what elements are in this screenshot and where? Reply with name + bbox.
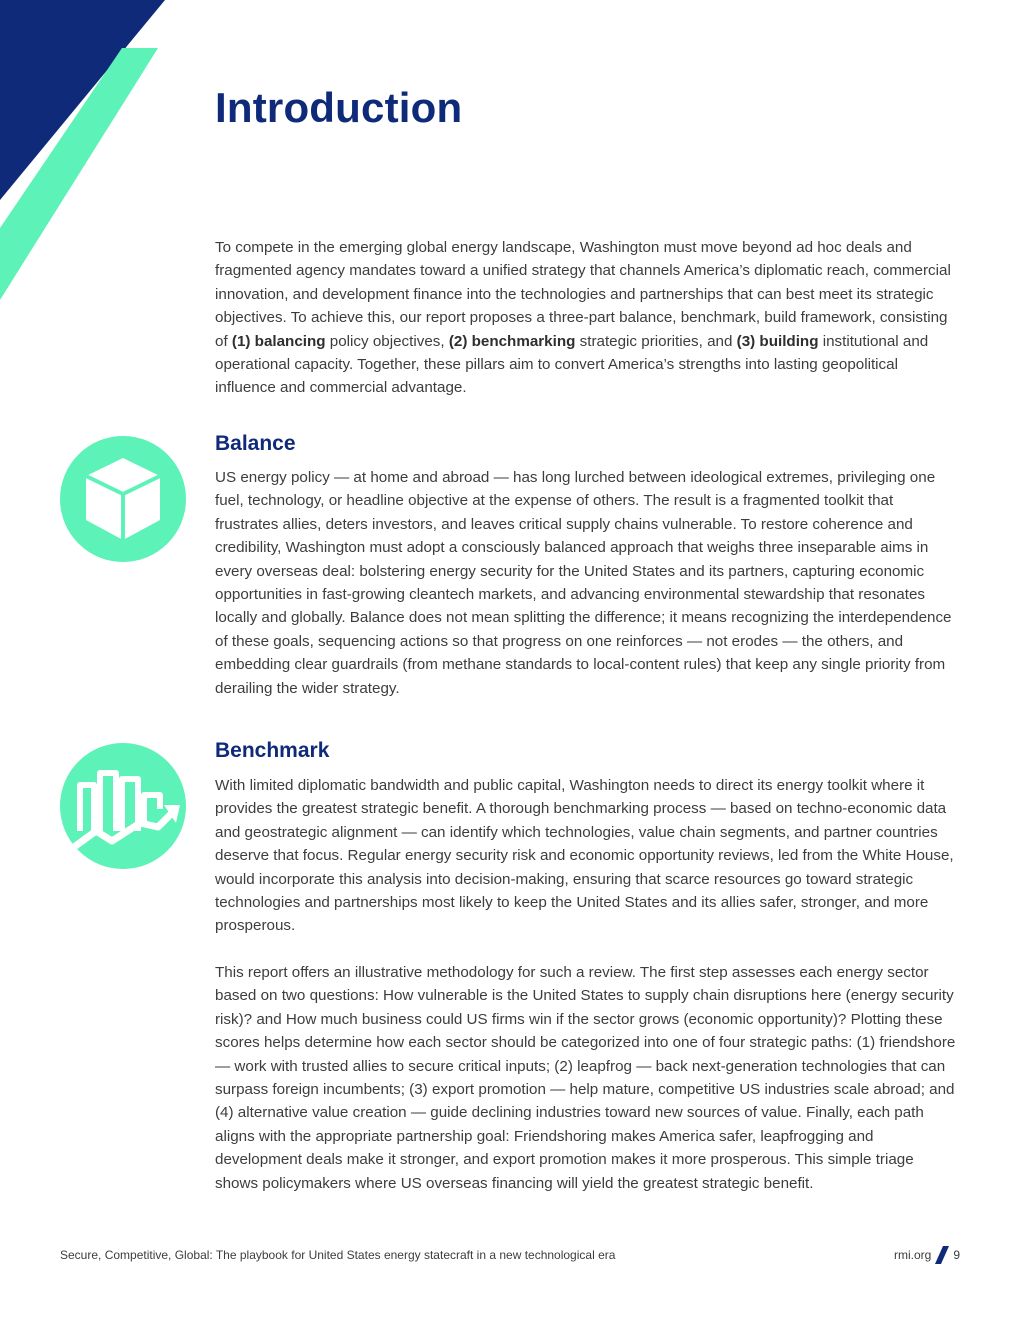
section-heading-balance: Balance [215,432,296,455]
section-heading-benchmark: Benchmark [215,739,330,762]
page-number: 9 [953,1248,960,1262]
cube-icon [60,436,186,562]
benchmark-paragraph-1: With limited diplomatic bandwidth and public capital, Washington needs to direct its energy toolkit where it provides the greatest strategic benefit. A thorough benchmarking process — based on techno-economic data and geostrategic alignment — can identify which technologies, value chain segments, and partner countries deserve that focus. Regular energy security risk and economic opportunity reviews, led from the White House, would incorporate this analysis into decision-making, ensuring that scarce resources go toward strategic technologies and partnerships most likely to keep the United States and its allies safer, stronger, and more prosperous. [215,777,954,935]
footer-site-link[interactable]: rmi.org [893,1248,932,1262]
footer-report-title: Secure, Competitive, Global: The playbook for United States energy statecraft in a new technological era [60,1248,616,1262]
benchmark-paragraph-2: This report offers an illustrative methodology for such a review. The first step assesses each energy sector based on two questions: How vulnerable is the United States to supply chain disruptions here (energy security risk)? and How much business could US firms win if the sector grows (economic opportunity)? Plotting these scores helps determine how each sector should be categorized into one of four strategic paths: (1) friendshore — work with trusted allies to secure critical inputs; (2) leapfrog — back next-generation technologies that can surpass foreign incumbents; (3) export promotion — help mature, competitive US industries scale abroad; and (4) alternative value creation — guide declining industries toward new sources of value. Finally, each path aligns with the appropriate partnership goal: Friendshoring makes America safer, leapfrogging and development deals make it stronger, and export promotion makes it more prosperous. This simple triage shows policymakers where US overseas financing will yield the greatest strategic benefit. [215,964,956,1192]
bar-chart-trend-icon [60,743,186,869]
balance-paragraph: US energy policy — at home and abroad — has long lurched between ideological extremes, privileging one fuel, technology, or headline objective at the expense of others. The result is a fragmented toolkit that frustrates allies, deters investors, and leaves critical supply chains vulnerable. To restore coherence and credibility, Washington must adopt a consciously balanced approach that weighs three inseparable aims in every overseas deal: bolstering energy security for the United States and its partners, capturing economic opportunities in fast-growing cleantech markets, and advancing environmental stewardship that resonates locally and globally. Balance does not mean splitting the difference; it means recognizing the interdependence of these goals, sequencing actions so that progress on one reinforces — not erodes — the others, and embedding clear guardrails (from methane standards to local-content rules) that keep any single priority from derailing the wider strategy. [215,469,952,697]
footer-page-info [894,1246,960,1264]
corner-graphic [0,0,170,310]
intro-paragraph: To compete in the emerging global energy landscape, Washington must move beyond ad hoc deals and fragmented agency mandates toward a unified strategy that channels America’s diplomatic reach, commercial innovation, and development finance into the technologies and partnerships that can best meet its strategic objectives. To achieve this, our report proposes a three-part balance, benchmark, build framework, consisting of (1) balancing policy objectives, (2) benchmarking strategic priorities, and (3) building institutional and operational capacity. Together, these pillars aim to convert America’s strengths into lasting geopolitical influence and commercial advantage. [215,239,951,397]
slash-divider-icon [935,1246,949,1264]
page-title: Introduction [215,84,463,131]
